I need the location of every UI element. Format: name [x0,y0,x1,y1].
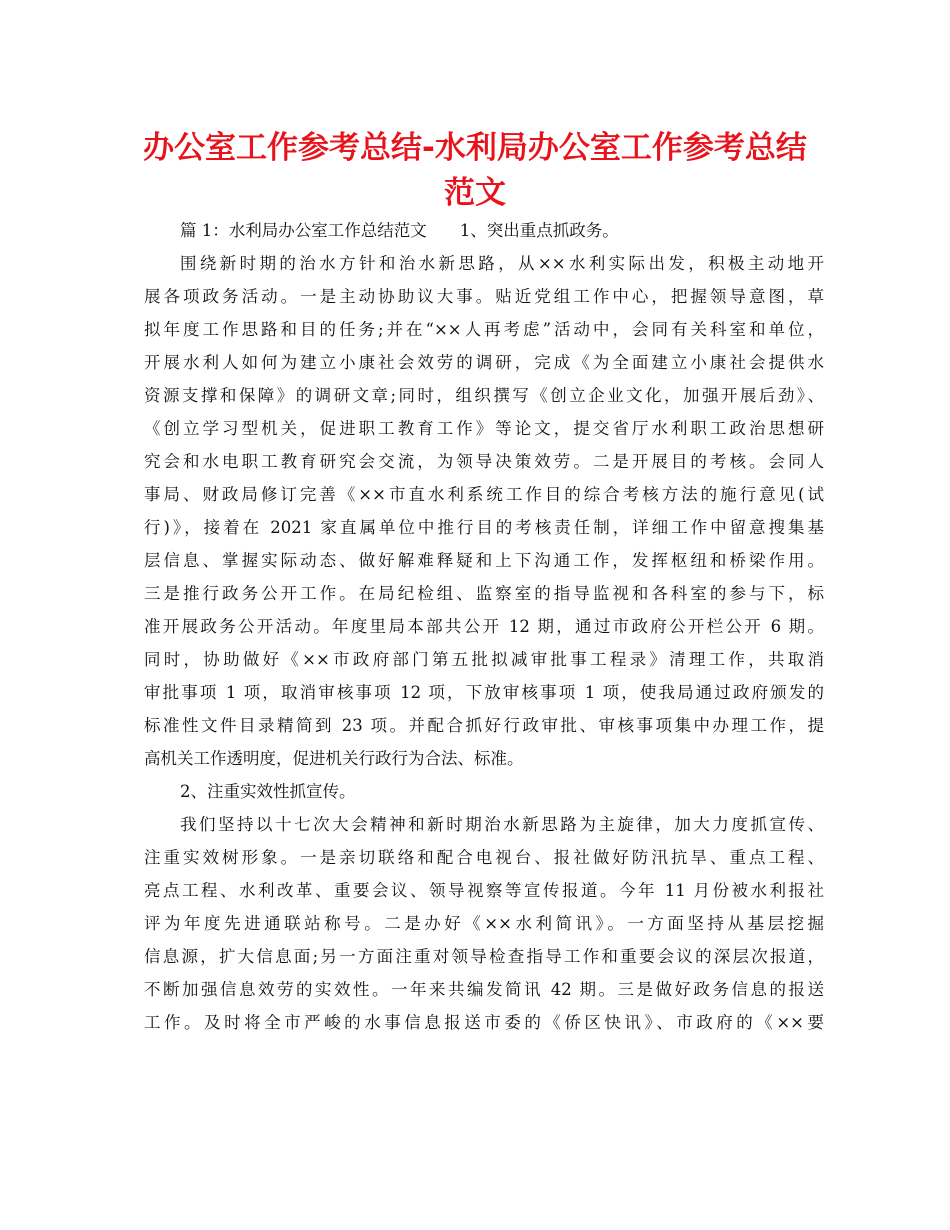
text-line: 我们坚持以十七次大会精神和新时期治水新思路为主旋律，加大力度抓宣传、 [180,815,824,834]
text-line: 评为年度先进通联站称号。二是办好《××水利简讯》。一方面坚持从基层挖掘 [144,914,824,933]
document-body [144,214,824,1039]
text-line: 篇 1：水利局办公室工作总结范文 1、突出重点抓政务。 [180,221,619,240]
text-line: 高机关工作透明度，促进机关行政行为合法、标准。 [144,749,524,768]
text-line: 工作。及时将全市严峻的水事信息报送市委的《侨区快讯》、市政府的《××要 [144,1013,824,1032]
text-line: 事局、财政局修订完善《××市直水利系统工作目的综合考核方法的施行意见(试 [144,485,824,504]
text-line: 不断加强信息效劳的实效性。一年来共编发简讯 42 期。三是做好政务信息的报送 [144,980,824,999]
text-line: 亮点工程、水利改革、重要会议、领导视察等宣传报道。今年 11 月份被水利报社 [144,881,824,900]
document-title-line-1: 办公室工作参考总结-水利局办公室工作参考总结 [143,130,807,166]
text-line: 准开展政务公开活动。年度里局本部共公开 12 期，通过市政府公开栏公开 6 期。 [144,617,824,636]
text-line: 注重实效树形象。一是亲切联络和配合电视台、报社做好防汛抗旱、重点工程、 [144,848,824,867]
text-line: 标准性文件目录精简到 23 项。并配合抓好行政审批、审核事项集中办理工作，提 [144,716,824,735]
text-line: 展各项政务活动。一是主动协助议大事。贴近党组工作中心，把握领导意图，草 [144,287,824,306]
text-line: 信息源，扩大信息面;另一方面注重对领导检查指导工作和重要会议的深层次报道， [144,947,824,966]
text-line: 层信息、掌握实际动态、做好解难释疑和上下沟通工作，发挥枢纽和桥梁作用。 [144,551,824,570]
text-line: 资源支撑和保障》的调研文章;同时，组织撰写《创立企业文化，加强开展后劲》、 [144,386,824,405]
text-line: 三是推行政务公开工作。在局纪检组、监察室的指导监视和各科室的参与下，标 [144,584,824,603]
text-line: 《创立学习型机关，促进职工教育工作》等论文，提交省厅水利职工政治思想研 [144,419,824,438]
text-line: 拟年度工作思路和目的任务;并在“××人再考虑”活动中，会同有关科室和单位， [144,320,824,339]
text-line: 审批事项 1 项，取消审核事项 12 项，下放审核事项 1 项，使我局通过政府颁发的 [144,683,824,702]
text-line: 究会和水电职工教育研究会交流，为领导决策效劳。二是开展目的考核。会同人 [144,452,824,471]
document-title-line-2: 范文 [444,175,506,211]
text-line: 开展水利人如何为建立小康社会效劳的调研，完成《为全面建立小康社会提供水 [144,353,824,372]
text-line: 围绕新时期的治水方针和治水新思路，从××水利实际出发，积极主动地开 [180,254,824,273]
text-line: 同时，协助做好《××市政府部门第五批拟减审批事工程录》清理工作，共取消 [144,650,824,669]
section-heading: 2、注重实效性抓宣传。 [180,782,356,801]
text-line: 行)》，接着在 2021 家直属单位中推行目的考核责任制，详细工作中留意搜集基 [144,518,824,537]
